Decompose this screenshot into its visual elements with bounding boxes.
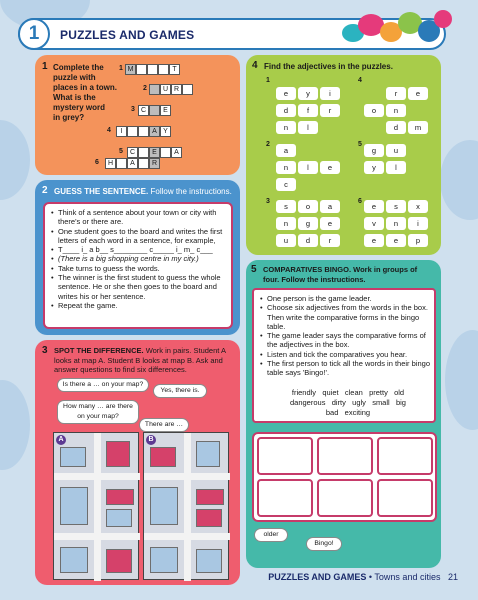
exercise-2-panel [35, 180, 240, 335]
letter-tile[interactable]: p [408, 234, 428, 247]
exercise-4-panel [246, 55, 441, 255]
crossword-cell[interactable]: A [127, 158, 138, 169]
puzzle-number: 6 [358, 198, 362, 205]
letter-tile[interactable]: n [386, 217, 406, 230]
ex2-bullet: • Think of a sentence about your town or city with there's or there are. [51, 208, 229, 227]
speech-bubble: Bingo! [306, 537, 342, 551]
bingo-cell[interactable] [317, 437, 373, 475]
word: exciting [344, 408, 371, 417]
ex5-heading-rest: Work in groups of four. Follow the instructions. [263, 265, 418, 284]
crossword-cell[interactable] [136, 64, 147, 75]
crossword-cell[interactable]: Y [160, 126, 171, 137]
building [60, 547, 88, 573]
letter-tile[interactable]: l [298, 161, 318, 174]
ex2-bullet: • The winner is the first student to guess the whole sentence. He or she then goes to the board and writes his or her sentence. [51, 273, 229, 301]
puzzle-number: 3 [266, 198, 270, 205]
ex1-instruction-line: in grey? [53, 113, 85, 122]
road [94, 433, 101, 581]
crossword-cell[interactable] [158, 64, 169, 75]
road [184, 433, 191, 581]
letter-tile[interactable]: i [408, 217, 428, 230]
crossword-cell[interactable] [138, 126, 149, 137]
word: quiet [322, 388, 339, 397]
letter-tile[interactable]: i [320, 87, 340, 100]
bingo-cell[interactable] [377, 437, 433, 475]
building [106, 489, 134, 505]
ex5-heading-strong: COMPARATIVES BINGO. [263, 265, 352, 274]
word: clean [344, 388, 363, 397]
letter-tile[interactable]: s [276, 200, 296, 213]
bingo-cell[interactable] [317, 479, 373, 517]
building [60, 487, 88, 525]
unit-number: 1 [18, 18, 50, 50]
letter-tile[interactable]: n [276, 121, 296, 134]
letter-tile[interactable]: u [386, 144, 406, 157]
speech-bubble: Yes, there is. [153, 384, 207, 398]
word: big [395, 398, 406, 407]
exercise-number: 5 [251, 264, 257, 275]
puzzle-number: 1 [266, 77, 270, 84]
word: dangerous [290, 398, 326, 407]
exercise-3-panel [35, 340, 240, 585]
crossword-cell[interactable]: C [127, 147, 138, 158]
building [106, 441, 130, 467]
crossword-cell[interactable]: T [169, 64, 180, 75]
bingo-cell[interactable] [377, 479, 433, 517]
letter-tile[interactable]: y [298, 87, 318, 100]
word: old [394, 388, 405, 397]
map-a [53, 432, 139, 580]
header-decoration [342, 10, 452, 54]
bingo-cell[interactable] [257, 437, 313, 475]
letter-tile[interactable]: e [364, 234, 384, 247]
building [60, 447, 86, 467]
word: bad [325, 408, 339, 417]
letter-tile[interactable]: s [386, 200, 406, 213]
building [196, 489, 224, 505]
crossword-number: 3 [131, 106, 135, 113]
map-label: A [56, 435, 66, 445]
speech-bubble: How many … are there on your map? [57, 400, 139, 424]
ex4-heading: Find the adjectives in the puzzles. [264, 62, 393, 71]
crossword-number: 1 [119, 65, 123, 72]
building [196, 441, 220, 467]
crossword-cell[interactable]: A [171, 147, 182, 158]
page-header [18, 18, 446, 50]
crossword-cell[interactable]: A [149, 126, 160, 137]
letter-tile[interactable]: e [320, 217, 340, 230]
letter-tile[interactable]: e [408, 87, 428, 100]
word: dirty [331, 398, 346, 407]
building [150, 447, 176, 467]
ex3-heading-rest: Work in pairs. Student A looks at map A. Student B looks at map B. Ask and answer questions to find six differences. [54, 346, 226, 374]
crossword-cell[interactable]: E [149, 147, 160, 158]
ex1-instruction-line: What is the [53, 93, 96, 102]
word: friendly [291, 388, 317, 397]
ex5-heading [263, 265, 433, 284]
ex2-heading [54, 187, 232, 197]
letter-tile[interactable]: x [408, 200, 428, 213]
decor-blob [440, 140, 478, 220]
letter-tile[interactable]: g [364, 144, 384, 157]
footer-separator: • [366, 572, 375, 582]
building [106, 549, 132, 573]
page-footer [268, 572, 458, 582]
letter-tile[interactable]: a [320, 200, 340, 213]
puzzle-number: 5 [358, 141, 362, 148]
exercise-number: 2 [42, 185, 48, 196]
road [144, 533, 230, 540]
bingo-cell[interactable] [257, 479, 313, 517]
crossword-cell[interactable] [149, 105, 160, 116]
crossword-cell[interactable] [138, 147, 149, 158]
speech-bubble: older [254, 528, 288, 542]
ex1-instruction-line: mystery word [53, 103, 106, 112]
letter-tile[interactable]: e [386, 234, 406, 247]
crossword-cell[interactable]: U [160, 84, 171, 95]
building [150, 487, 178, 525]
ex1-instruction-line: puzzle with [53, 73, 96, 82]
ex5-bullet: • The game leader says the comparative forms of the adjectives in the box. [260, 331, 432, 350]
letter-tile[interactable]: d [276, 104, 296, 117]
decor-blob [0, 120, 30, 200]
footer-section: PUZZLES AND GAMES [268, 572, 367, 582]
building [106, 509, 132, 527]
letter-tile[interactable]: u [276, 234, 296, 247]
bingo-table [252, 432, 437, 522]
crossword-number: 2 [143, 85, 147, 92]
ex5-bullet-list [260, 294, 432, 378]
letter-tile[interactable]: r [320, 104, 340, 117]
footer-topic: Towns and cities [374, 572, 441, 582]
letter-tile[interactable]: a [276, 144, 296, 157]
ex2-example-sentence: • (There is a big shopping centre in my city.) [51, 254, 229, 263]
page-number: 21 [447, 572, 458, 582]
crossword-cell[interactable]: R [149, 158, 160, 169]
letter-tile[interactable]: n [276, 161, 296, 174]
letter-tile[interactable]: m [408, 121, 428, 134]
ex2-bullet: • Repeat the game. [51, 301, 229, 310]
letter-tile[interactable]: n [386, 104, 406, 117]
letter-tile[interactable]: l [386, 161, 406, 174]
crossword-number: 6 [95, 159, 99, 166]
crossword-cell[interactable] [147, 64, 158, 75]
crossword-number: 4 [107, 127, 111, 134]
crossword-cell[interactable] [160, 147, 171, 158]
word: ugly [352, 398, 366, 407]
speech-bubble: There are … [139, 418, 189, 432]
ex2-bullet: • One student goes to the board and writes the first letters of each word in a sentence, for example, [51, 227, 229, 246]
letter-tile[interactable]: y [364, 161, 384, 174]
crossword-cell[interactable] [116, 158, 127, 169]
letter-tile[interactable]: c [276, 178, 296, 191]
decor-blob [445, 330, 478, 430]
crossword-cell[interactable] [149, 84, 160, 95]
building [196, 549, 222, 573]
exercise-1-panel [35, 55, 240, 175]
road [54, 533, 140, 540]
letter-tile[interactable]: e [276, 87, 296, 100]
building [196, 509, 222, 527]
crossword-cell[interactable]: R [171, 84, 182, 95]
ex3-heading-strong: SPOT THE DIFFERENCE. [54, 346, 144, 355]
ex2-heading-strong: GUESS THE SENTENCE. [54, 187, 149, 196]
letter-tile[interactable]: d [298, 234, 318, 247]
letter-tile[interactable]: o [298, 200, 318, 213]
ex5-instructions-box [252, 288, 436, 423]
ex2-instructions-box [43, 202, 233, 329]
ex5-bullet: • One person is the game leader. [260, 294, 432, 303]
ex1-instruction-line: Complete the [53, 63, 104, 72]
crossword-cell[interactable] [138, 158, 149, 169]
puzzle-number: 2 [266, 141, 270, 148]
letter-tile[interactable]: o [364, 104, 384, 117]
ex5-bullet: • Choose six adjectives from the words in the box. Then write the comparative forms in the bingo table. [260, 303, 432, 331]
letter-tile[interactable]: g [298, 217, 318, 230]
word-box [278, 388, 418, 418]
word: pretty [369, 388, 388, 397]
letter-tile[interactable]: r [320, 234, 340, 247]
crossword-cell[interactable]: C [138, 105, 149, 116]
crossword-cell[interactable]: H [105, 158, 116, 169]
map-label: B [146, 435, 156, 445]
crossword-cell[interactable] [182, 84, 193, 95]
building [150, 547, 178, 573]
ex5-bullet: • The first person to tick all the words in their bingo table says 'Bingo!'. [260, 359, 432, 378]
ex2-bullet-list [51, 208, 229, 310]
ex2-heading-rest: Follow the instructions. [150, 187, 232, 196]
letter-tile[interactable]: e [364, 200, 384, 213]
letter-tile[interactable]: n [276, 217, 296, 230]
exercise-number: 1 [42, 61, 48, 72]
letter-tile[interactable]: l [298, 121, 318, 134]
page-title: PUZZLES AND GAMES [60, 28, 195, 42]
letter-tile[interactable]: v [364, 217, 384, 230]
crossword-cell[interactable] [127, 126, 138, 137]
crossword-cell[interactable]: I [116, 126, 127, 137]
letter-tile[interactable]: e [320, 161, 340, 174]
puzzle-number: 4 [358, 77, 362, 84]
crossword-cell[interactable]: M [125, 64, 136, 75]
crossword-cell[interactable]: E [160, 105, 171, 116]
ex2-bullet: • Take turns to guess the words. [51, 264, 229, 273]
letter-tile[interactable]: d [386, 121, 406, 134]
letter-tile[interactable]: f [298, 104, 318, 117]
ex2-example-blanks: • T____ i_ a b__ s________ c_____ i_ m_ c___ [51, 245, 229, 254]
map-b [143, 432, 229, 580]
decor-blob [0, 380, 30, 470]
word: small [372, 398, 390, 407]
ex3-heading [54, 346, 234, 375]
ex1-instruction-line: places in a town. [53, 83, 118, 92]
exercise-number: 3 [42, 345, 48, 356]
letter-tile[interactable]: r [386, 87, 406, 100]
crossword-number: 5 [119, 148, 123, 155]
exercise-number: 4 [252, 60, 258, 71]
ex5-bullet: • Listen and tick the comparatives you hear. [260, 350, 432, 359]
speech-bubble: Is there a … on your map? [57, 378, 149, 392]
